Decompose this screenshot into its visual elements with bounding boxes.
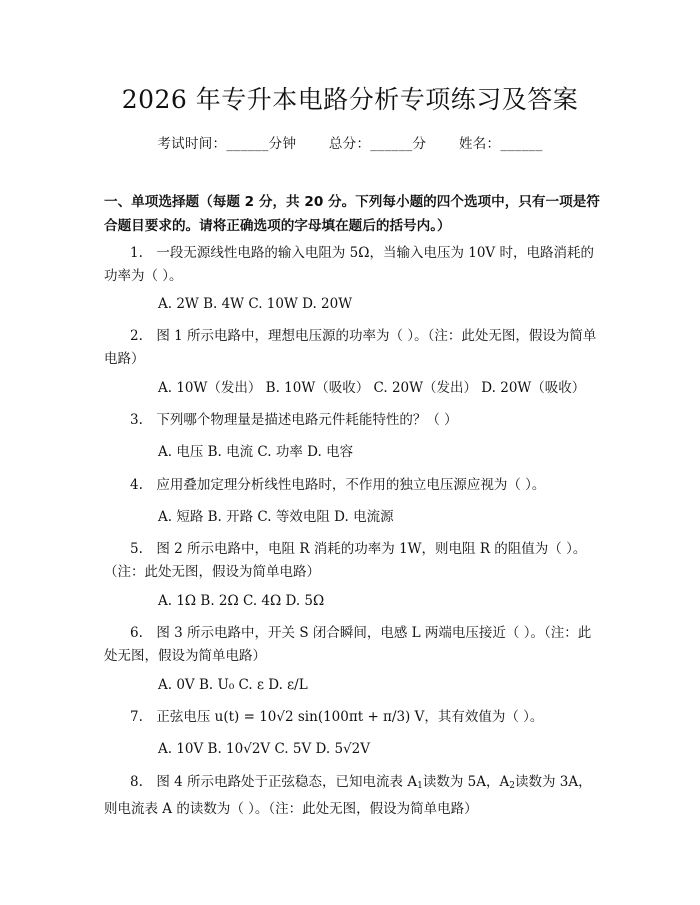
question-8-text-c: 读数为 3A，则电流表 A 的读数为（ ）。（注：此处无图，假设为简单电路） [104, 774, 592, 817]
question-2: 2. 图 1 所示电路中，理想电压源的功率为（ ）。（注：此处无图，假设为简单电路） [104, 328, 597, 367]
question-7-options: A. 10V B. 10√2V C. 5V D. 5√2V [158, 741, 370, 757]
question-6-options: A. 0V B. U₀ C. ε D. ε/L [158, 677, 308, 693]
question-8 [104, 771, 602, 821]
question-8-text-a: 8. 图 4 所示电路处于正弦稳态，已知电流表 A [130, 774, 418, 790]
question-4: 4. 应用叠加定理分析线性电路时，不作用的独立电压源应视为（ ）。 [130, 477, 546, 493]
question-7: 7. 正弦电压 u(t) = 10√2 sin(100πt + π/3) V，其有效值为（ ）。 [130, 709, 544, 725]
question-1: 1. 一段无源线性电路的输入电阻为 5Ω，当输入电压为 10V 时，电路消耗的功率为（ ）。 [104, 245, 594, 284]
exam-time-field: 考试时间：______分钟 [157, 136, 297, 152]
exam-meta [0, 132, 700, 152]
question-5-options: A. 1Ω B. 2Ω C. 4Ω D. 5Ω [158, 593, 325, 609]
question-5: 5. 图 2 所示电路中，电阻 R 消耗的功率为 1W，则电阻 R 的阻值为（ ）。（注：此处无图，假设为简单电路） [104, 541, 587, 580]
ammeter-subscript-1: 1 [417, 781, 423, 791]
question-4-options: A. 短路 B. 开路 C. 等效电阻 D. 电流源 [158, 509, 394, 525]
page-title: 2026 年专升本电路分析专项练习及答案 [121, 85, 579, 114]
question-3-options: A. 电压 B. 电流 C. 功率 D. 电容 [158, 444, 354, 460]
question-6: 6. 图 3 所示电路中，开关 S 闭合瞬间，电感 L 两端电压接近（ ）。（注：此处无图，假设为简单电路） [104, 625, 592, 664]
section-heading: 一、单项选择题（每题 2 分，共 20 分。下列每小题的四个选项中，只有一项是符合题目要求的。请将正确选项的字母填在题后的括号内。） [104, 194, 600, 234]
question-1-options: A. 2W B. 4W C. 10W D. 20W [158, 296, 353, 312]
total-score-field: 总分：______分 [328, 136, 427, 152]
question-3: 3. 下列哪个物理量是描述电路元件耗能特性的？（ ） [130, 412, 458, 428]
ammeter-subscript-2: 2 [509, 781, 515, 791]
question-8-text-b: 读数为 5A，A [422, 774, 510, 790]
question-2-options: A. 10W（发出） B. 10W（吸收） C. 20W（发出） D. 20W（吸收） [158, 380, 586, 396]
student-name-field: 姓名：______ [458, 136, 543, 152]
